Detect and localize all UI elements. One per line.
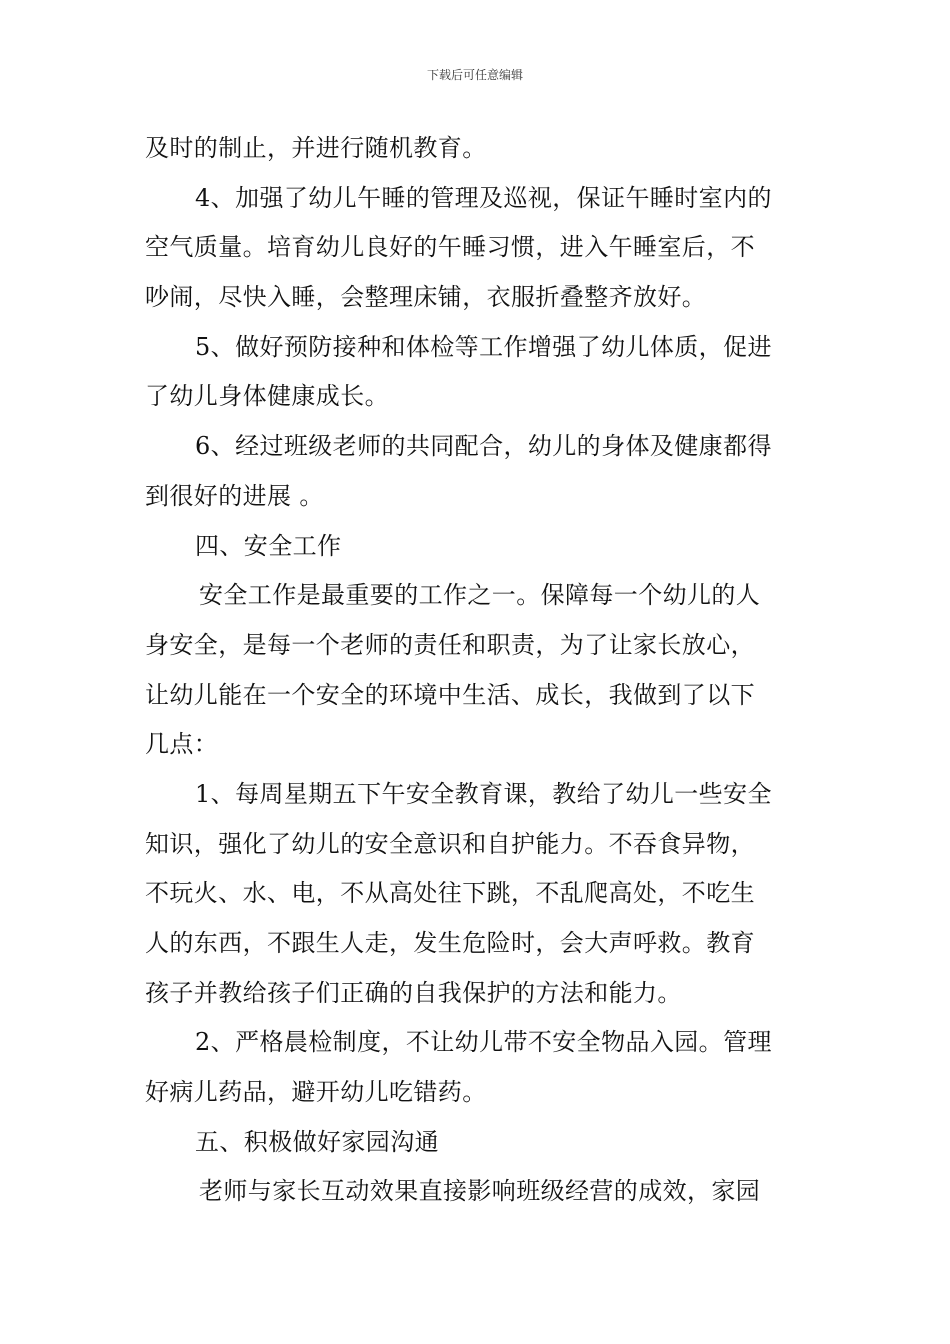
text-line: 几点： xyxy=(145,730,219,759)
section-heading: 五、积极做好家园沟通 xyxy=(195,1127,439,1156)
text-line: 身安全，是每一个老师的责任和职责，为了让家长放心， xyxy=(145,630,755,659)
header-note: 下载后可任意编辑 xyxy=(426,68,523,82)
text-line: 孩子并教给孩子们正确的自我保护的方法和能力。 xyxy=(145,978,682,1007)
text-line: 老师与家长互动效果直接影响班级经营的成效，家园 xyxy=(199,1177,761,1206)
text-line: 5、做好预防接种和体检等工作增强了幼儿体质，促进 xyxy=(195,332,772,361)
text-line: 吵闹，尽快入睡，会整理床铺，衣服折叠整齐放好。 xyxy=(145,283,707,312)
text-line: 2、严格晨检制度，不让幼儿带不安全物品入园。管理 xyxy=(195,1028,772,1057)
text-line: 人的东西，不跟生人走，发生危险时，会大声呼救。教育 xyxy=(145,929,755,957)
text-line: 知识，强化了幼儿的安全意识和自护能力。不吞食异物， xyxy=(145,829,755,858)
text-line: 安全工作是最重要的工作之一。保障每一个幼儿的人 xyxy=(199,581,761,610)
body-text xyxy=(145,124,807,1217)
text-line: 1、每周星期五下午安全教育课，教给了幼儿一些安全 xyxy=(195,779,772,808)
text-line: 6、经过班级老师的共同配合，幼儿的身体及健康都得 xyxy=(195,432,772,461)
text-line: 4、加强了幼儿午睡的管理及巡视，保证午睡时室内的 xyxy=(195,183,772,212)
section-heading: 四、安全工作 xyxy=(195,531,342,560)
text-line: 好病儿药品，避开幼儿吃错药。 xyxy=(145,1078,487,1107)
text-line: 空气质量。培育幼儿良好的午睡习惯，进入午睡室后，不 xyxy=(145,233,755,262)
text-line: 让幼儿能在一个安全的环境中生活、成长，我做到了以下 xyxy=(145,680,755,709)
text-line: 不玩火、水、电，不从高处往下跳，不乱爬高处，不吃生 xyxy=(145,879,755,908)
text-line: 及时的制止，并进行随机教育。 xyxy=(145,134,487,162)
text-line: 了幼儿身体健康成长。 xyxy=(145,382,389,411)
text-line: 到很好的进展 。 xyxy=(145,481,324,510)
